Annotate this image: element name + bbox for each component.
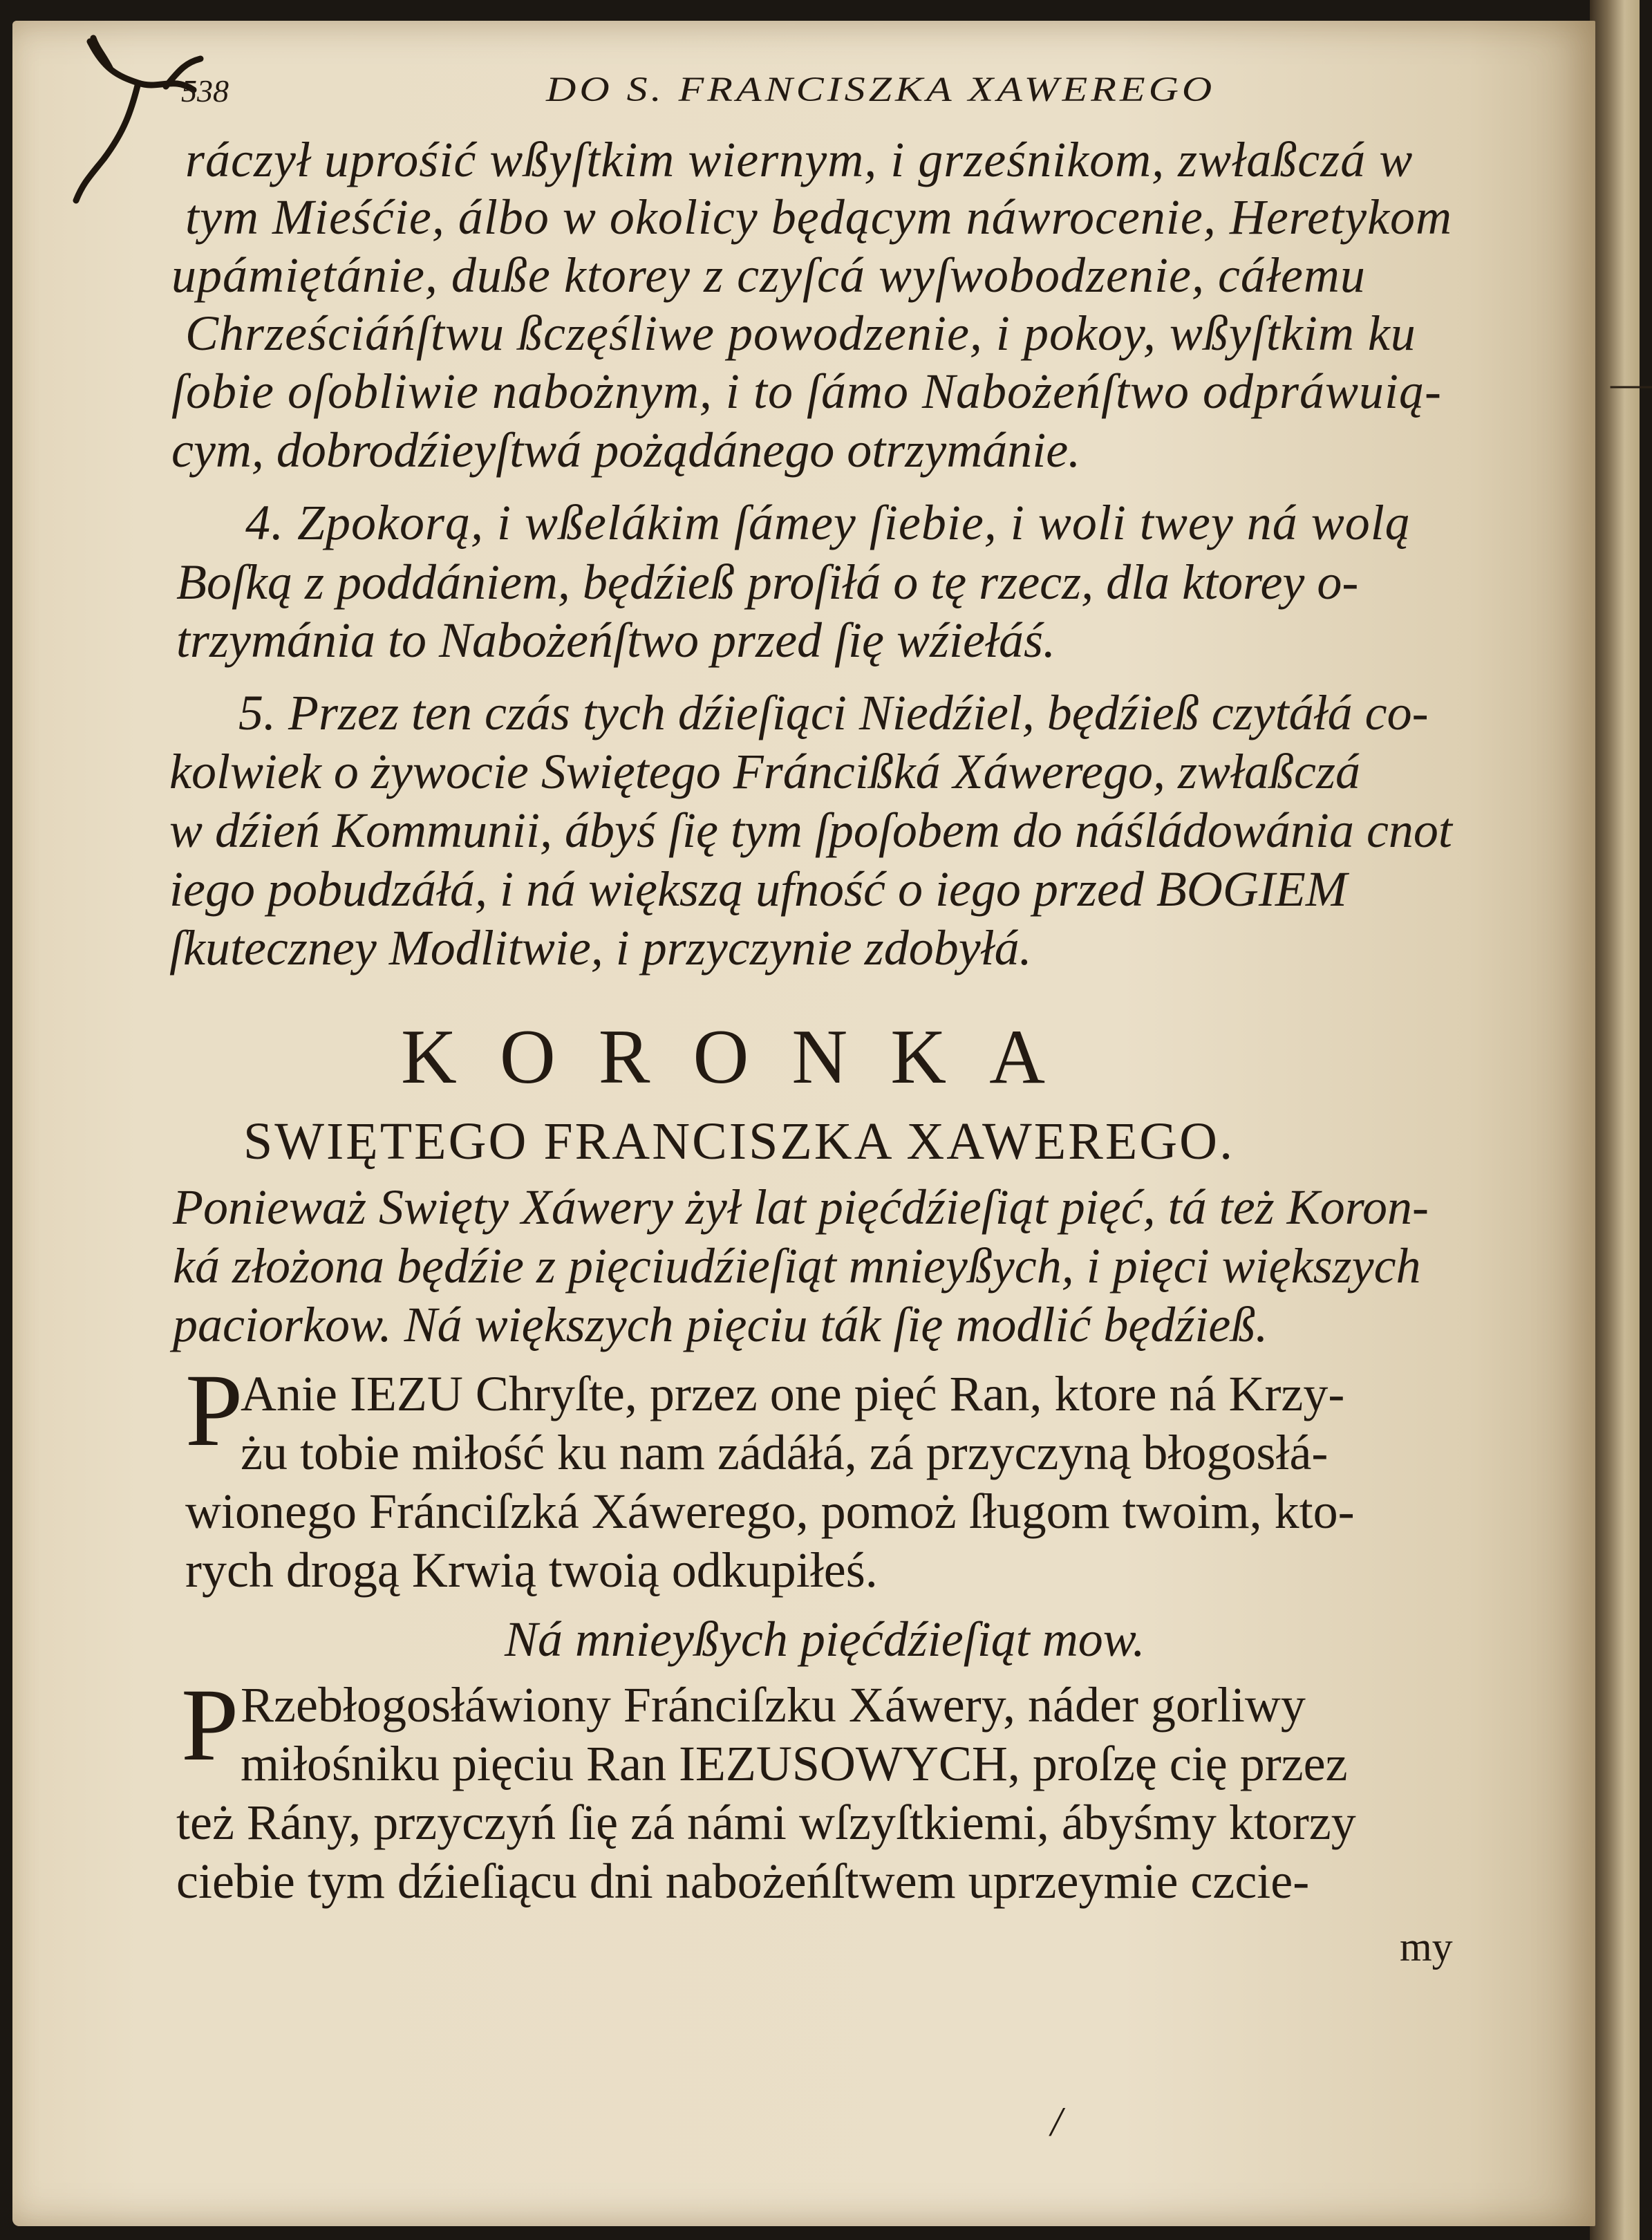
section-subtitle: SWIĘTEGO FRANCISZKA XAWEREGO. [243,1112,1235,1170]
prayer-line: Rzebłogosłáwiony Fránciſzku Xáwery, náder gorliwy [241,1677,1306,1733]
prayer-line: miłośniku pięciu Ran IEZUSOWYCH, proſzę cię przez [241,1736,1348,1791]
text-line: Boſką z poddániem, będźieß proſiłá o tę rzecz, dla ktorey o- [176,554,1359,610]
adjacent-page-fragment: — [1611,360,1652,406]
prayer-line: ciebie tym dźieſiącu dni nabożeńſtwem uprzeymie czcie- [176,1854,1310,1909]
running-header: DO S. FRANCISZKA XAWEREGO [546,69,1216,109]
text-line: ſobie oſobliwie nabożnym, i to ſámo Nabożeńſtwo odpráwuią- [171,364,1442,419]
binding-gutter [1590,0,1640,2240]
prayer-line: Anie IEZU Chryſte, przez one pięć Ran, ktore ná Krzy- [241,1366,1345,1421]
prayer-line: rych drogą Krwią twoią odkupiłeś. [185,1542,878,1598]
text-line: cym, dobrodźieyſtwá pożądánego otrzymánie. [171,422,1081,478]
text-line: iego pobudzáłá, i ná większą ufność o iego przed BOGIEM [169,861,1347,917]
catchword: my [1400,1924,1453,1970]
drop-cap: P [185,1353,243,1468]
text-line: ráczył uprośić wßyſtkim wiernym, i grześnikom, zwłaßczá w [185,132,1414,187]
drop-cap: P [181,1668,239,1782]
text-line: ſkuteczney Modlitwie, i przyczynie zdobyłá. [169,920,1032,976]
text-line: trzymánia to Nabożeńſtwo przed ſię wźiełáś. [176,613,1056,668]
intro-line: ká złożona będźie z pięciudźieſiąt mnieyßych, i pięci większych [173,1238,1421,1294]
page-number: 538 [181,73,229,109]
stray-mark: / [1051,2099,1062,2145]
text-line: Chrześciáńſtwu ßczęśliwe powodzenie, i pokoy, wßyſtkim ku [185,306,1416,361]
text-line: tym Mieśćie, álbo w okolicy będącym náwrocenie, Heretykom [185,189,1453,245]
text-line: w dźień Kommunii, ábyś ſię tym ſpoſobem do náśládowánia cnot [169,803,1452,858]
section-title: KORONKA [401,1014,1088,1100]
prayer-line: wionego Fránciſzká Xáwerego, pomoż ſługom twoim, kto- [185,1484,1355,1539]
text-line: kolwiek o żywocie Swiętego Fráncißká Xáwerego, zwłaßczá [169,744,1360,799]
text-line: 4. Zpokorą, i wßelákim ſámey ſiebie, i woli twey ná wolą [245,495,1411,550]
section-heading: Ná mnieyßych pięćdźieſiąt mow. [505,1612,1145,1667]
intro-line: Ponieważ Swięty Xáwery żył lat pięćdźieſiąt pięć, tá też Koron- [173,1179,1429,1235]
text-line: 5. Przez ten czás tych dźieſiąci Niedźiel, będźieß czytáłá co- [238,685,1429,740]
intro-line: paciorkow. Ná większych pięciu ták ſię modlić będźieß. [173,1297,1268,1352]
text-line: upámiętánie, duße ktorey z czyſcá wyſwobodzenie, cáłemu [171,248,1366,303]
prayer-line: żu tobie miłość ku nam zádáłá, zá przyczyną błogosłá- [241,1425,1329,1480]
prayer-line: też Rány, przyczyń ſię zá námi wſzyſtkiemi, ábyśmy ktorzy [176,1795,1356,1850]
